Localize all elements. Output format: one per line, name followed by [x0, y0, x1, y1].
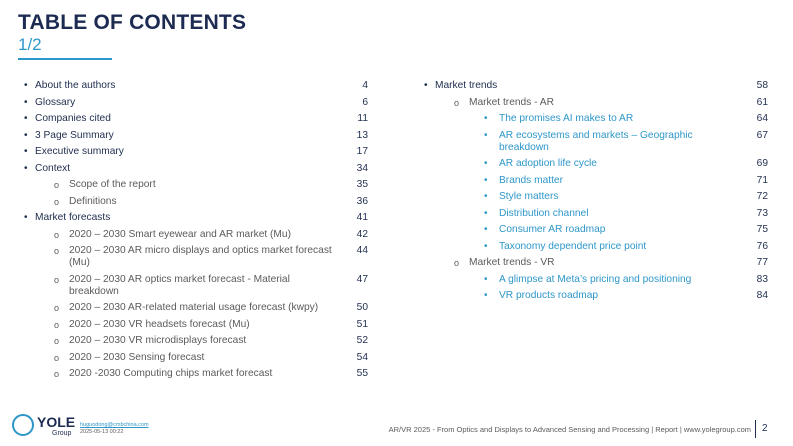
toc-entry[interactable]: [22, 245, 368, 269]
toc-entry[interactable]: [422, 241, 768, 253]
logo-circle-icon: [12, 414, 34, 436]
bullet-icon: •: [484, 174, 488, 186]
toc-entry[interactable]: [22, 274, 368, 298]
bullet-icon: o: [54, 319, 60, 330]
toc-entry-page: 36: [356, 195, 368, 207]
page-title: TABLE OF CONTENTS: [18, 11, 247, 34]
toc-entry-page: 52: [356, 335, 368, 346]
toc-left-column: [22, 80, 368, 385]
toc-entry[interactable]: [422, 80, 768, 92]
toc-entry-label: Context: [35, 162, 71, 174]
bullet-icon: o: [54, 229, 60, 240]
toc-entry-label: Distribution channel: [499, 207, 589, 219]
bullet-icon: •: [484, 290, 488, 301]
toc-entry[interactable]: [22, 163, 368, 175]
toc-entry[interactable]: [22, 212, 368, 224]
toc-entry[interactable]: [22, 146, 368, 158]
toc-entry-page: 67: [756, 129, 768, 141]
toc-entry[interactable]: [422, 130, 768, 154]
toc-entry-label: Companies cited: [35, 113, 111, 124]
toc-entry-page: 77: [756, 257, 768, 268]
toc-entry-label: Consumer AR roadmap: [499, 224, 606, 235]
toc-entry-label: A glimpse at Meta’s pricing and positioning: [499, 273, 692, 285]
toc-entry[interactable]: [22, 130, 368, 142]
toc-entry[interactable]: [422, 191, 768, 203]
toc-entry-page: 42: [356, 228, 368, 240]
toc-entry[interactable]: [422, 208, 768, 220]
bullet-icon: •: [484, 273, 488, 285]
toc-entry-page: 61: [756, 96, 768, 108]
toc-entry-page: 73: [756, 207, 768, 219]
toc-entry-page: 76: [756, 240, 768, 252]
toc-entry-label: Style matters: [499, 191, 559, 202]
toc-entry[interactable]: [422, 158, 768, 170]
toc-entry[interactable]: [422, 257, 768, 269]
toc-entry-page: 4: [362, 80, 368, 91]
footer-user-info: [80, 422, 149, 436]
yole-logo: [12, 412, 78, 440]
toc-entry-label: 3 Page Summary: [35, 129, 114, 141]
toc-entry[interactable]: [422, 224, 768, 236]
toc-entry-page: 84: [756, 290, 768, 301]
toc-entry[interactable]: [22, 97, 368, 109]
logo-subtext: Group: [52, 430, 72, 437]
toc-entry-page: 47: [356, 273, 368, 285]
bullet-icon: •: [424, 80, 428, 91]
bullet-icon: o: [54, 274, 60, 285]
bullet-icon: o: [454, 97, 460, 108]
bullet-icon: •: [24, 80, 28, 91]
toc-entry-label: 2020 – 2030 VR headsets forecast (Mu): [69, 318, 250, 330]
toc-entry[interactable]: [422, 113, 768, 125]
page-number: 2: [762, 423, 768, 434]
toc-entry-page: 58: [756, 80, 768, 91]
bullet-icon: •: [484, 158, 488, 169]
toc-entry-label: Scope of the report: [69, 179, 156, 190]
toc-entry[interactable]: [22, 196, 368, 208]
toc-entry-page: 41: [356, 212, 368, 223]
toc-entry-label: VR products roadmap: [499, 290, 599, 301]
bullet-icon: •: [484, 191, 488, 202]
toc-entry-label: Market forecasts: [35, 212, 111, 223]
toc-entry-label: Glossary: [35, 96, 76, 108]
toc-entry-page: 64: [756, 113, 768, 124]
bullet-icon: •: [24, 96, 28, 108]
user-email: huguodong@cmbchina.com: [80, 422, 149, 428]
toc-entry-label: AR ecosystems and markets – Geographic breakdown: [499, 129, 693, 153]
toc-entry-label: Taxonomy dependent price point: [499, 240, 647, 252]
bullet-icon: o: [54, 303, 60, 313]
toc-entry-label: Brands matter: [499, 174, 563, 186]
toc-entry-page: 6: [362, 96, 368, 108]
toc-entry-page: 44: [356, 245, 368, 256]
toc-entry-page: 71: [756, 174, 768, 186]
user-date: 2025-05-13 00:22: [80, 429, 124, 435]
bullet-icon: •: [24, 113, 28, 124]
toc-entry-label: The promises AI makes to AR: [499, 113, 634, 124]
toc-entry[interactable]: [422, 175, 768, 187]
bullet-icon: •: [484, 129, 488, 141]
toc-entry[interactable]: [22, 352, 368, 364]
toc-entry-page: 83: [756, 273, 768, 285]
bullet-icon: •: [484, 207, 488, 219]
bullet-icon: o: [54, 369, 60, 379]
footer-report-line: AR/VR 2025 - From Optics and Displays to Advanced Sensing and Processing | Report | www.yolegroup.com: [388, 425, 751, 434]
toc-entry[interactable]: [422, 274, 768, 286]
bullet-icon: o: [54, 196, 60, 207]
title-underline: [18, 58, 112, 60]
toc-entry-label: 2020 – 2030 AR optics market forecast - Material breakdown: [69, 273, 290, 297]
toc-entry-page: 69: [756, 158, 768, 169]
toc-entry[interactable]: [22, 229, 368, 241]
toc-entry-label: AR adoption life cycle: [499, 158, 597, 169]
toc-entry[interactable]: [422, 97, 768, 109]
toc-entry-page: 17: [356, 146, 368, 157]
footer-separator: [755, 420, 756, 438]
bullet-icon: o: [454, 258, 460, 268]
bullet-icon: •: [24, 212, 28, 223]
toc-entry-page: 13: [356, 129, 368, 141]
toc-entry-label: 2020 – 2030 Sensing forecast: [69, 351, 205, 363]
toc-entry-label: 2020 – 2030 AR-related material usage forecast (kwpy): [69, 302, 319, 313]
toc-entry[interactable]: [422, 290, 768, 302]
bullet-icon: •: [484, 224, 488, 235]
toc-entry[interactable]: [22, 80, 368, 92]
toc-entry-page: 75: [756, 224, 768, 235]
toc-entry-label: Executive summary: [35, 146, 124, 157]
toc-entry-page: 35: [356, 179, 368, 190]
toc-entry[interactable]: [22, 335, 368, 347]
bullet-icon: •: [24, 162, 28, 174]
bullet-icon: o: [54, 246, 60, 256]
toc-entry-label: 2020 – 2030 VR microdisplays forecast: [69, 335, 247, 346]
toc-entry[interactable]: [22, 319, 368, 331]
toc-entry-label: Market trends - VR: [469, 257, 555, 268]
toc-entry-label: 2020 – 2030 Smart eyewear and AR market (Mu): [69, 228, 291, 240]
toc-entry-page: 11: [357, 113, 368, 124]
bullet-icon: •: [24, 129, 28, 141]
bullet-icon: o: [54, 352, 60, 363]
toc-entry[interactable]: [22, 302, 368, 314]
page-subtitle: 1/2: [18, 35, 42, 54]
toc-entry-page: 55: [356, 368, 368, 379]
toc-entry-page: 50: [356, 302, 368, 313]
toc-entry[interactable]: [22, 113, 368, 125]
toc-entry-label: Market trends - AR: [469, 96, 554, 108]
toc-entry[interactable]: [22, 179, 368, 191]
bullet-icon: o: [54, 336, 60, 346]
bullet-icon: •: [24, 146, 28, 157]
bullet-icon: •: [484, 113, 488, 124]
toc-entry-label: Market trends: [435, 80, 498, 91]
toc-entry-page: 72: [756, 191, 768, 202]
toc-entry[interactable]: [22, 368, 368, 380]
bullet-icon: •: [484, 240, 488, 252]
toc-right-column: [422, 80, 768, 307]
logo-text: YOLE: [37, 414, 76, 430]
toc-entry-page: 51: [356, 318, 368, 330]
toc-entry-page: 34: [356, 162, 368, 174]
toc-entry-label: 2020 – 2030 AR micro displays and optics market forecast (Mu): [69, 245, 332, 268]
toc-entry-label: 2020 -2030 Computing chips market forecast: [69, 368, 273, 379]
toc-entry-page: 54: [356, 351, 368, 363]
toc-entry-label: About the authors: [35, 80, 116, 91]
bullet-icon: o: [54, 180, 60, 190]
toc-entry-label: Definitions: [69, 195, 117, 207]
